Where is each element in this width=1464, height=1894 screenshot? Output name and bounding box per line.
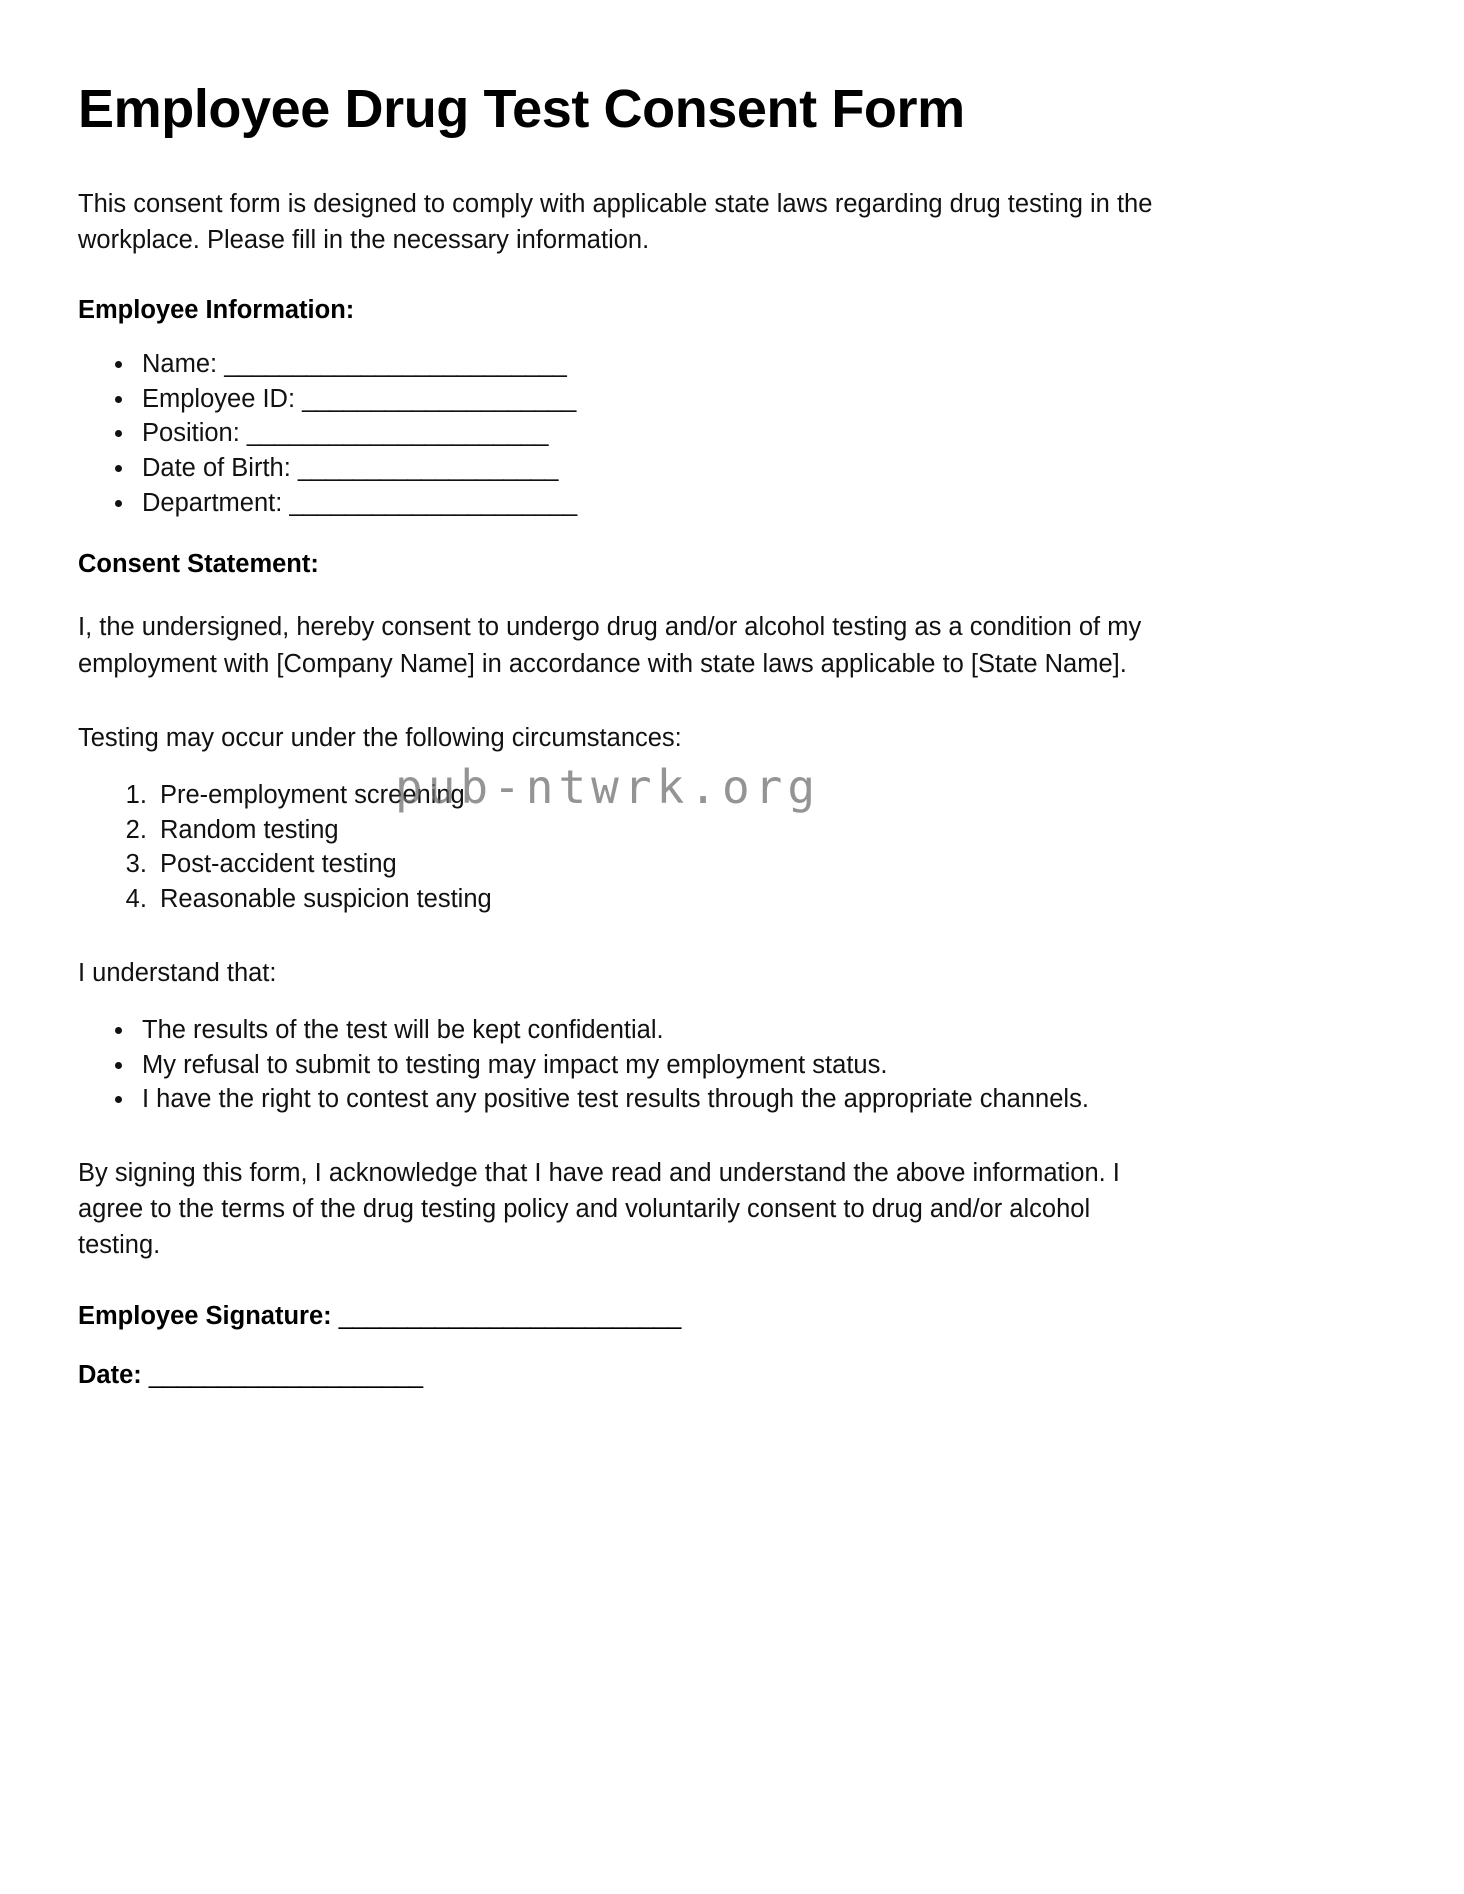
field-blank-employee-id[interactable]: ____________________ [302, 384, 576, 413]
field-blank-date-of-birth[interactable]: ___________________ [297, 454, 558, 483]
circumstances-intro: Testing may occur under the following circumstances: [78, 723, 682, 752]
date-blank[interactable]: ____________________ [148, 1360, 423, 1389]
field-blank-position[interactable]: ______________________ [246, 419, 548, 448]
list-item: 3. Post-accident testing [154, 847, 1364, 882]
field-blank-name[interactable]: _________________________ [224, 350, 567, 379]
employee-signature-label: Employee Signature: [78, 1301, 332, 1330]
page-title: Employee Drug Test Consent Form [78, 79, 965, 139]
spacer [78, 917, 1364, 955]
date-label: Date: [78, 1360, 142, 1389]
list-item: • The results of the test will be kept confidential. [136, 1013, 1364, 1048]
field-label-date-of-birth: Date of Birth: [142, 454, 291, 483]
spacer [78, 1117, 1364, 1155]
list-item [136, 347, 1364, 382]
circumstances-list [78, 778, 1364, 917]
field-blank-department[interactable]: _____________________ [289, 488, 577, 517]
employee-information-heading: Employee Information: [78, 296, 355, 325]
list-item [136, 486, 1364, 521]
consent-statement-heading: Consent Statement: [78, 550, 319, 579]
employee-signature-line [78, 1302, 1364, 1331]
employee-signature-blank[interactable]: _________________________ [338, 1301, 681, 1330]
spacer [78, 1264, 1364, 1302]
spacer [78, 756, 1364, 778]
field-label-position: Position: [142, 419, 240, 448]
spacer [78, 682, 1364, 720]
employee-information-list [78, 347, 1364, 520]
list-item: 2. Random testing [154, 813, 1364, 848]
list-item [136, 451, 1364, 486]
field-label-name: Name: [142, 350, 218, 379]
understanding-intro: I understand that: [78, 958, 277, 987]
spacer [78, 520, 1364, 550]
consent-paragraph: I, the undersigned, hereby consent to undergo drug and/or alcohol testing as a condition of my employment with [Company Name] in accordance with state laws applicable to [State Name]. [78, 613, 1142, 678]
spacer [78, 1331, 1364, 1361]
understanding-list [78, 1013, 1364, 1117]
list-item: 1. Pre-employment screening [154, 778, 1364, 813]
list-item: • I have the right to contest any positive test results through the appropriate channels. [136, 1082, 1364, 1117]
spacer [78, 991, 1364, 1013]
list-item [136, 382, 1364, 417]
spacer [78, 258, 1364, 296]
intro-paragraph: This consent form is designed to comply with applicable state laws regarding drug testing in the workplace. Please fill in the necessary information. [78, 189, 1153, 254]
list-item: 4. Reasonable suspicion testing [154, 882, 1364, 917]
acknowledgement-paragraph: By signing this form, I acknowledge that I have read and understand the above information. I agree to the terms of the drug testing policy and voluntarily consent to drug and/or alcohol testing. [78, 1159, 1120, 1260]
field-label-department: Department: [142, 488, 283, 517]
field-label-employee-id: Employee ID: [142, 384, 296, 413]
spacer [78, 579, 1364, 609]
spacer [78, 325, 1364, 347]
date-line [78, 1361, 1364, 1390]
watermark-text: pub-ntwrk.org [395, 760, 821, 814]
list-item: • My refusal to submit to testing may impact my employment status. [136, 1048, 1364, 1083]
list-item [136, 416, 1364, 451]
